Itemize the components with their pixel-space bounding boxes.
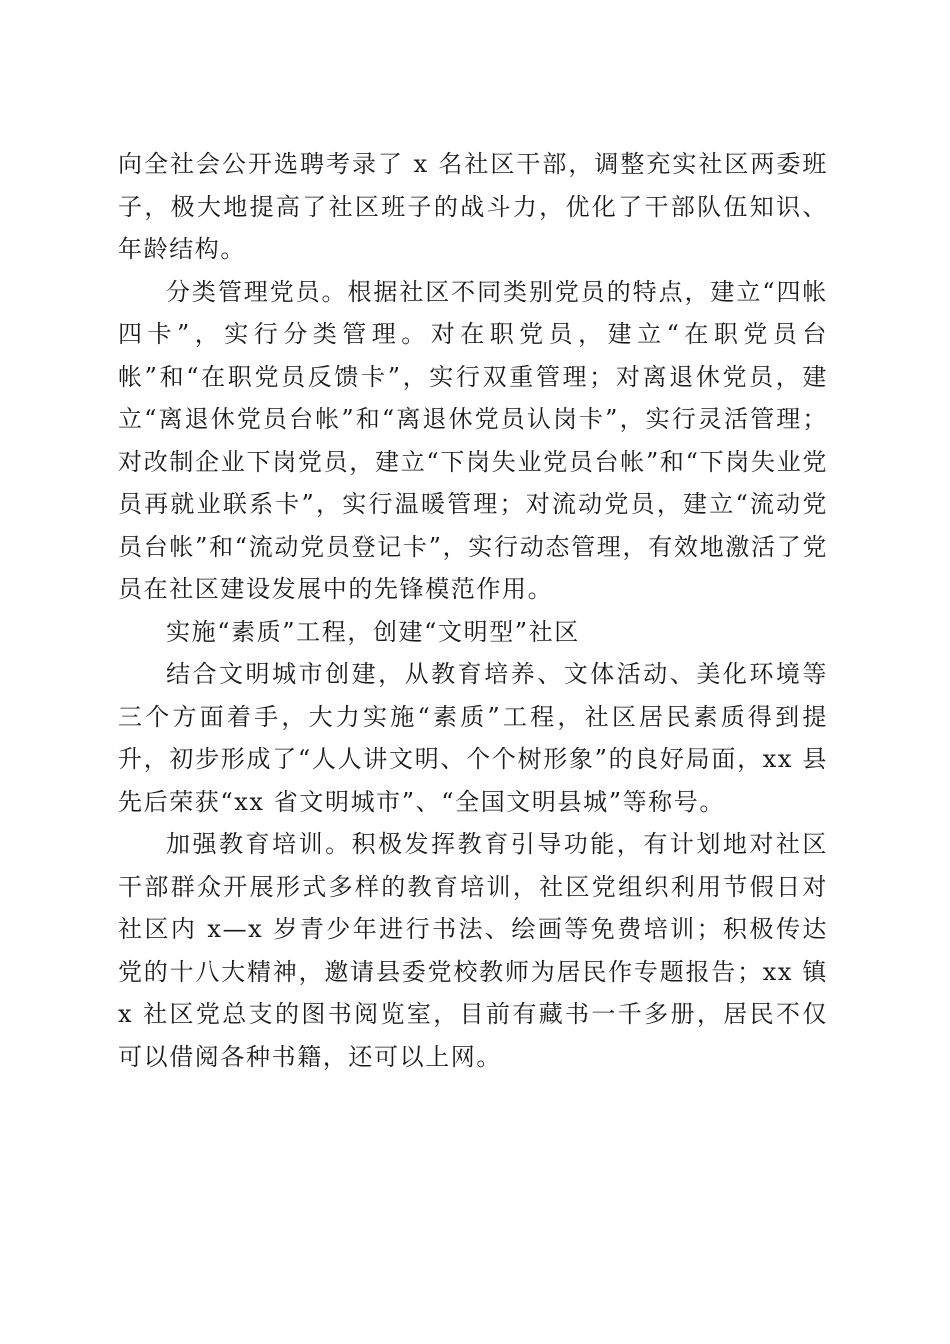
paragraph-continuation: 向全社会公开选聘考录了 x 名社区干部，调整充实社区两委班子，极大地提高了社区班子的战斗力，优化了干部队伍知识、年龄结构。	[118, 150, 828, 263]
paragraph-party-member-management: 分类管理党员。根据社区不同类别党员的特点，建立“四帐四卡”，实行分类管理。对在职党员，建立“在职党员台帐”和“在职党员反馈卡”，实行双重管理；对离退休党员，建立“离退休党员台帐”和“离退休党员认岗卡”，实行灵活管理；对改制企业下岗党员，建立“下岗失业党员台帐”和“下岗失业党员再就业联系卡”，实行温暖管理；对流动党员，建立“流动党员台帐”和“流动党员登记卡”，实行动态管理，有效地激活了党员在社区建设发展中的先锋模范作用。	[118, 277, 828, 603]
paragraph-education-training: 加强教育培训。积极发挥教育引导功能，有计划地对社区干部群众开展形式多样的教育培训，社区党组织利用节假日对社区内 x—x 岁青少年进行书法、绘画等免费培训；积极传达党的十八大精神，邀请县委党校教师为居民作专题报告；xx 镇 x 社区党总支的图书阅览室，目前有藏书一千多册，居民不仅可以借阅各种书籍，还可以上网。	[118, 830, 828, 1071]
paragraph-civilized-city: 结合文明城市创建，从教育培养、文体活动、美化环境等三个方面着手，大力实施“素质”工程，社区居民素质得到提升，初步形成了“人人讲文明、个个树形象”的良好局面，xx 县先后荣获“xx 省文明城市”、“全国文明县城”等称号。	[118, 660, 828, 816]
section-heading-quality-project: 实施“素质”工程，创建“文明型”社区	[166, 617, 580, 646]
document-body	[118, 143, 828, 1078]
